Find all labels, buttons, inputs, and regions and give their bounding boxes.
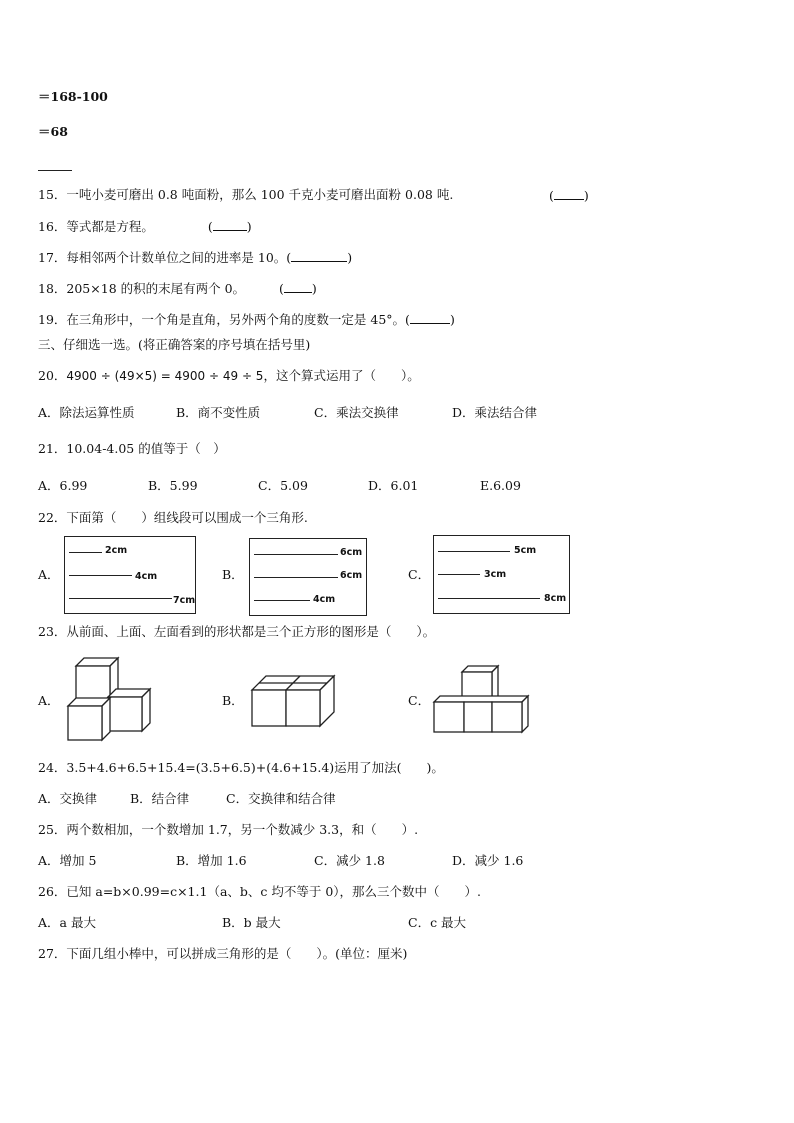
q23-option-a[interactable]: A． — [38, 693, 60, 708]
segment-b3 — [254, 600, 310, 601]
q21-option-e[interactable]: E.6.09 — [480, 478, 521, 493]
q21-option-c[interactable]: C．5.09 — [258, 478, 308, 493]
question-25: 25．两个数相加，一个数增加 1.7，另一个数减少 3.3，和（ ）. — [38, 822, 419, 837]
calc-line-1: ＝168-100 — [38, 89, 108, 104]
question-20-formula: 4900 ÷ (49×5) = 4900 ÷ 49 ÷ 5 — [66, 369, 264, 383]
question-18 — [38, 280, 317, 297]
q22-option-c[interactable]: C． — [408, 567, 431, 582]
segment-b3-label: 4cm — [313, 594, 336, 605]
q23-option-c[interactable]: C． — [408, 693, 431, 708]
q21-option-a[interactable]: A．6.99 — [38, 478, 88, 493]
segment-a1-label: 2cm — [105, 545, 128, 556]
question-22: 22．下面第（ ）组线段可以围成一个三角形. — [38, 510, 308, 525]
cube-figure-c — [432, 664, 530, 736]
question-15-text: 15．一吨小麦可磨出 0.8 吨面粉，那么 100 千克小麦可磨出面粉 0.08 吨. — [38, 187, 454, 202]
question-18-text: 18．205×18 的积的末尾有两个 0。 — [38, 281, 246, 296]
q22-option-a[interactable]: A． — [38, 567, 60, 582]
question-24: 24．3.5+4.6+6.5+15.4=(3.5+6.5)+(4.6+15.4)运用了加法( )。 — [38, 760, 444, 775]
segment-b1 — [254, 554, 338, 555]
question-27: 27．下面几组小棒中，可以拼成三角形的是（ ）。(单位：厘米) — [38, 946, 408, 961]
q25-option-a[interactable]: A．增加 5 — [38, 853, 97, 868]
question-26: 26．已知 a=b×0.99=c×1.1（a、b、c 均不等于 0），那么三个数中（ ）. — [38, 884, 482, 899]
question-15-answer[interactable]: ( ) — [549, 188, 589, 203]
question-16-answer[interactable]: ( ) — [207, 219, 252, 234]
cube-figure-b — [250, 674, 336, 728]
segment-group-a — [64, 536, 196, 614]
segment-a3 — [69, 598, 172, 599]
divider — [38, 170, 72, 171]
question-16-text: 16．等式都是方程。 — [38, 219, 154, 234]
segment-c3-label: 8cm — [544, 593, 567, 604]
q25-option-d[interactable]: D．减少 1.6 — [452, 853, 524, 868]
q26-option-c[interactable]: C．c 最大 — [408, 915, 467, 930]
question-21: 21．10.04-4.05 的值等于（ ） — [38, 441, 226, 456]
question-19 — [38, 311, 455, 328]
q24-option-c[interactable]: C．交换律和结合律 — [226, 791, 336, 806]
segment-a3-label: 7cm — [173, 595, 196, 606]
question-20-number: 20． — [38, 368, 67, 383]
q23-option-b[interactable]: B． — [222, 693, 244, 708]
q20-option-a[interactable]: A．除法运算性质 — [38, 405, 135, 420]
question-20 — [38, 368, 420, 384]
q24-option-a[interactable]: A．交换律 — [38, 791, 98, 806]
question-20-tail: ，这个算式运用了（ ）。 — [263, 368, 420, 383]
segment-c2 — [438, 574, 480, 575]
question-18-answer[interactable]: ( ) — [279, 281, 317, 296]
section-heading: 三、仔细选一选。(将正确答案的序号填在括号里) — [38, 337, 311, 352]
question-19-answer[interactable]: ( ) — [405, 312, 455, 327]
segment-b1-label: 6cm — [340, 547, 363, 558]
segment-c1 — [438, 551, 510, 552]
question-19-text: 19．在三角形中，一个角是直角，另外两个角的度数一定是 45°。 — [38, 312, 406, 327]
q20-option-b[interactable]: B．商不变性质 — [176, 405, 261, 420]
q26-option-b[interactable]: B．b 最大 — [222, 915, 281, 930]
q25-option-c[interactable]: C．减少 1.8 — [314, 853, 385, 868]
segment-c2-label: 3cm — [484, 569, 507, 580]
question-17-text: 17．每相邻两个计数单位之间的进率是 10。 — [38, 250, 287, 265]
segment-c1-label: 5cm — [514, 545, 537, 556]
question-17-answer[interactable]: ( ) — [286, 250, 353, 265]
segment-group-c — [433, 535, 570, 614]
q25-option-b[interactable]: B．增加 1.6 — [176, 853, 247, 868]
q24-option-b[interactable]: B．结合律 — [130, 791, 190, 806]
q22-option-b[interactable]: B． — [222, 567, 244, 582]
segment-a1 — [69, 552, 102, 553]
question-23: 23．从前面、上面、左面看到的形状都是三个正方形的图形是（ ）。 — [38, 624, 436, 639]
segment-b2 — [254, 577, 338, 578]
q26-option-a[interactable]: A．a 最大 — [38, 915, 96, 930]
segment-a2-label: 4cm — [135, 571, 158, 582]
calc-line-2: ＝68 — [38, 124, 68, 139]
question-15 — [38, 187, 453, 203]
q21-option-d[interactable]: D．6.01 — [368, 478, 419, 493]
segment-a2 — [69, 575, 132, 576]
q20-option-d[interactable]: D．乘法结合律 — [452, 405, 538, 420]
segment-group-b — [249, 538, 367, 616]
segment-b2-label: 6cm — [340, 570, 363, 581]
cube-figure-a — [64, 654, 156, 742]
segment-c3 — [438, 598, 540, 599]
q21-option-b[interactable]: B．5.99 — [148, 478, 198, 493]
question-17 — [38, 249, 352, 266]
question-16 — [38, 218, 252, 235]
q20-option-c[interactable]: C．乘法交换律 — [314, 405, 399, 420]
